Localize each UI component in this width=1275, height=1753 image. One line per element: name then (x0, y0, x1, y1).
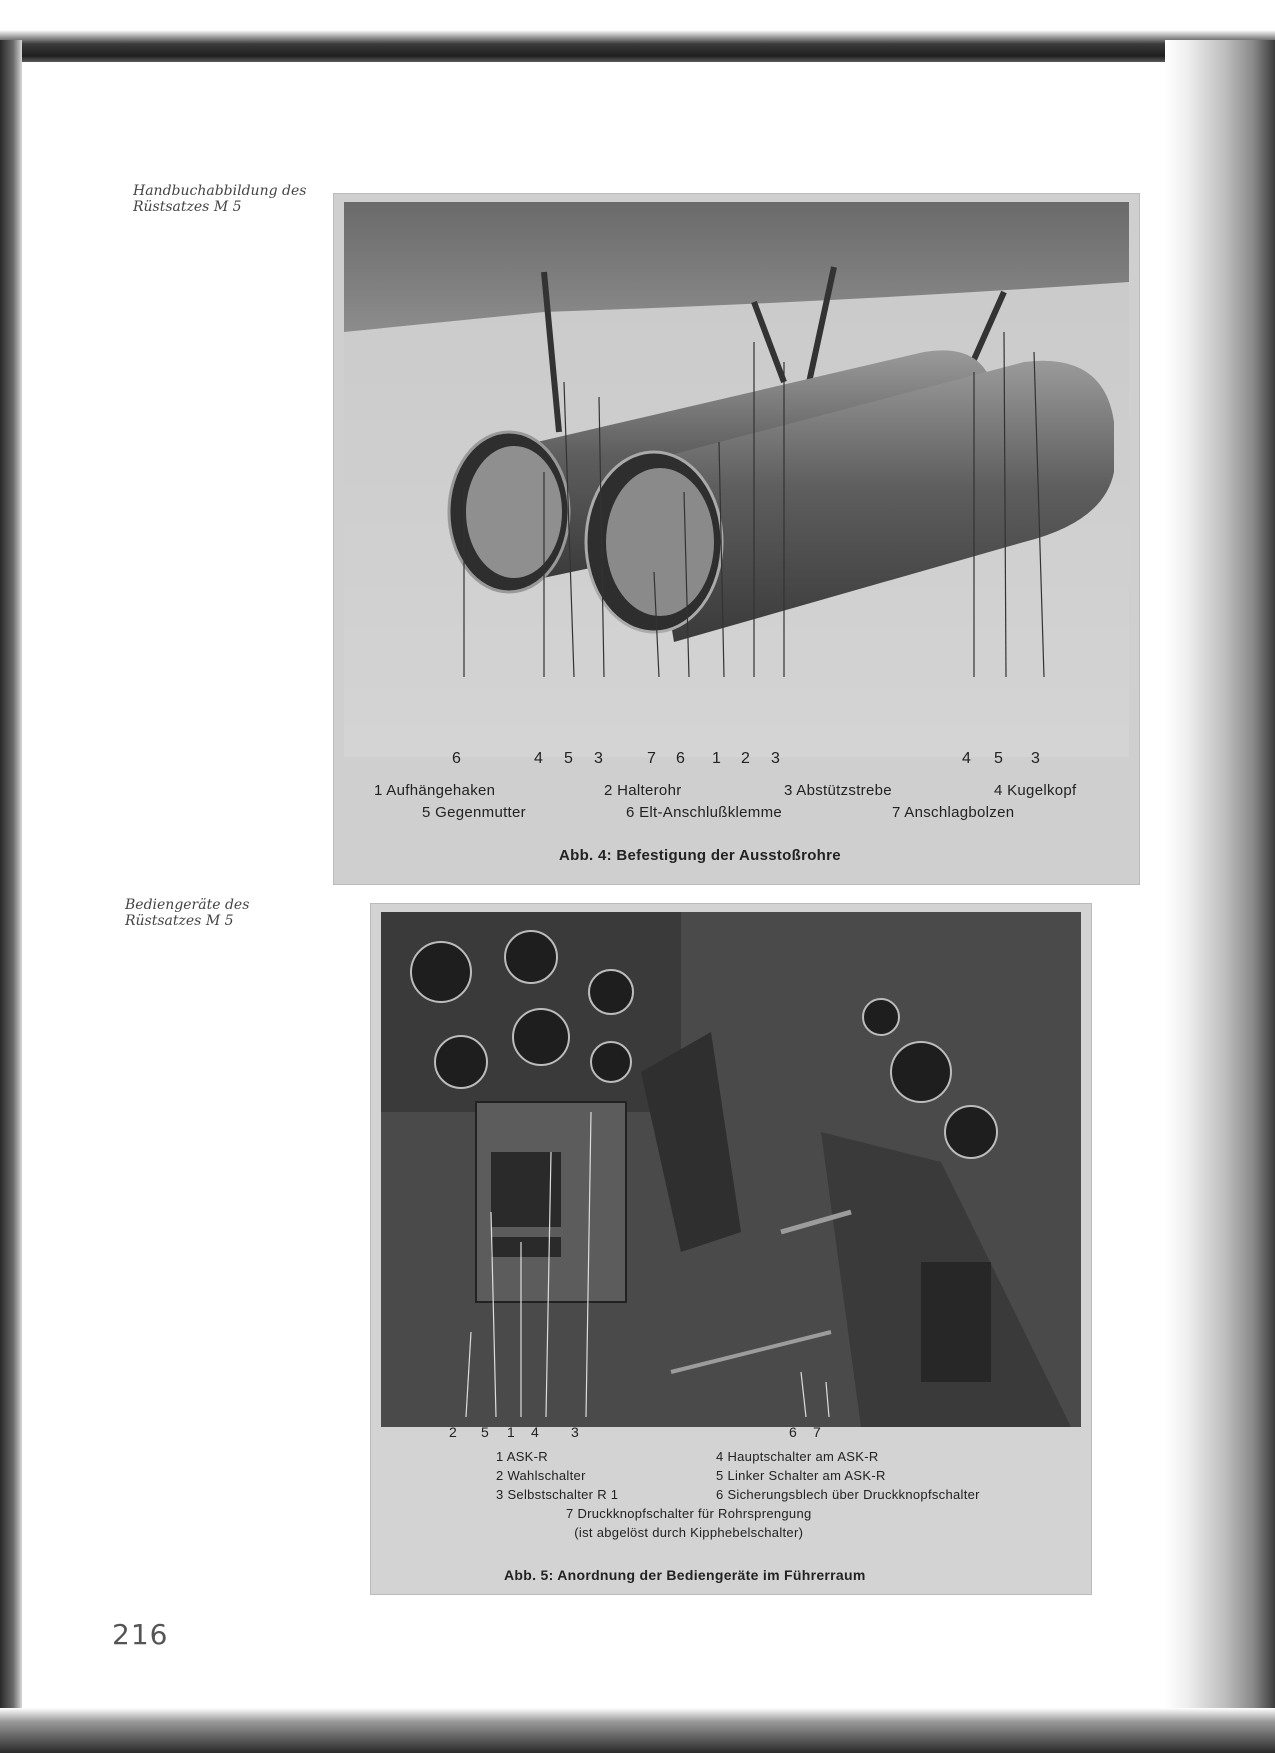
callout-1: 1 (712, 750, 722, 767)
ejector-tubes-illustration (344, 202, 1129, 757)
legend-item: 6 Sicherungsblech über Druckknopfschalter (716, 1487, 980, 1502)
legend-item: 1 Aufhängehaken (374, 782, 496, 799)
callout-5b: 5 (994, 750, 1004, 767)
figure-5-photo (381, 912, 1081, 1427)
callout-3: 3 (594, 750, 604, 767)
callout-1: 1 (507, 1424, 516, 1440)
legend-item: 3 Abstützstrebe (784, 782, 892, 799)
legend-right-column (716, 1447, 980, 1504)
legend-item: 5 Linker Schalter am ASK-R (716, 1468, 886, 1483)
figure-4 (333, 193, 1140, 885)
legend-item: 7 Druckknopfschalter für Rohrsprengung (566, 1506, 812, 1521)
callout-2: 2 (449, 1424, 458, 1440)
scan-shadow-bottom (0, 1708, 1275, 1753)
legend-center (566, 1504, 812, 1542)
callout-5: 5 (481, 1424, 490, 1440)
cockpit-illustration (381, 912, 1081, 1427)
scan-shadow-left (0, 40, 22, 1720)
legend-item: 7 Anschlagbolzen (892, 804, 1015, 821)
callout-7: 7 (647, 750, 657, 767)
callout-6: 6 (789, 1424, 798, 1440)
scan-shadow-top (0, 0, 1275, 62)
side-caption-line1: Bediengeräte des (125, 897, 250, 913)
legend-item: 4 Hauptschalter am ASK-R (716, 1449, 879, 1464)
callout-3: 3 (571, 1424, 580, 1440)
legend-item: (ist abgelöst durch Kipphebelschalter) (574, 1525, 804, 1540)
callout-4: 4 (531, 1424, 540, 1440)
side-caption-line1: Handbuchabbildung des (133, 183, 307, 199)
callout-3c: 3 (1031, 750, 1041, 767)
legend-item: 2 Halterohr (604, 782, 682, 799)
callout-6b: 6 (676, 750, 686, 767)
side-caption-figure4 (133, 183, 306, 215)
figure-4-photo (344, 202, 1129, 757)
legend-item: 5 Gegenmutter (422, 804, 526, 821)
page-number: 216 (112, 1618, 169, 1651)
legend-left-column (496, 1447, 618, 1504)
callout-5: 5 (564, 750, 574, 767)
callout-4b: 4 (962, 750, 972, 767)
figure-4-title: Abb. 4: Befestigung der Ausstoßrohre (559, 847, 841, 864)
callout-2: 2 (741, 750, 751, 767)
legend-item: 6 Elt-Anschlußklemme (626, 804, 783, 821)
callout-6: 6 (452, 750, 462, 767)
figure-5-title: Abb. 5: Anordnung der Bediengeräte im Führerraum (504, 1567, 866, 1583)
callout-7: 7 (813, 1424, 822, 1440)
legend-item: 4 Kugelkopf (994, 782, 1077, 799)
side-caption-line2: Rüstsatzes M 5 (133, 199, 242, 215)
legend-item: 3 Selbstschalter R 1 (496, 1487, 619, 1502)
side-caption-line2: Rüstsatzes M 5 (125, 913, 234, 929)
legend-item: 2 Wahlschalter (496, 1468, 586, 1483)
callout-4: 4 (534, 750, 544, 767)
legend-item: 1 ASK-R (496, 1449, 548, 1464)
callout-3b: 3 (771, 750, 781, 767)
scan-shadow-right (1165, 40, 1275, 1720)
side-caption-figure5 (125, 897, 249, 929)
figure-5 (370, 903, 1092, 1595)
